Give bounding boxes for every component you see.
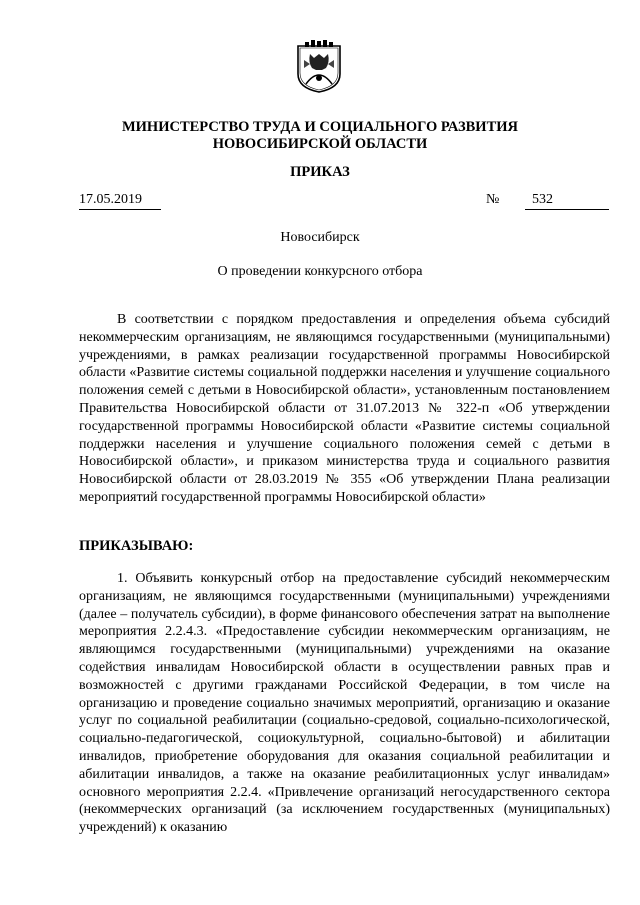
preamble-paragraph: В соответствии с порядком предоставления и определения объема субсидий некоммерческим организациям, не являющимся государственными (муниципальными) учреждениями, в рамках реализации государственной программы Новосибирской области «Развитие системы социальной поддержки населения и улучшение социального положения семей с детьми в Новосибирской области», установленным постановлением Правительства Новосибирской области от 31.07.2013 № 322-п «Об утверждении государственной программы Новосибирской области «Развитие системы социальной поддержки населения и улучшение социального положения семей с детьми в Новосибирской области», и приказом министерства труда и социального развития Новосибирской области от 28.03.2019 № 355 «Об утверждении Плана реализации мероприятий государственной программы Новосибирской области» xyxy=(79,312,610,505)
order-number: 532 xyxy=(525,192,609,210)
document-type: ПРИКАЗ xyxy=(290,164,350,180)
ministry-name-line2: НОВОСИБИРСКОЙ ОБЛАСТИ xyxy=(212,136,428,152)
ministry-name-line1: МИНИСТЕРСТВО ТРУДА И СОЦИАЛЬНОГО РАЗВИТИЯ xyxy=(121,119,519,135)
order-item-1: 1. Объявить конкурсный отбор на предоставление субсидий некоммерческим организациям, не являющимся государственными (муниципальными) учреждениями (далее – получатель субсидии), в форме финансового обеспечения затрат на выполнение мероприятия 2.2.4.3. «Предоставление субсидии некоммерческим организациям, не являющимся государственными (муниципальными) учреждениями на оказание содействия инвалидам Новосибирской области в осуществлении равных прав и возможностей с другими гражданами Российской Федерации, в том числе на организацию и проведение социально значимых мероприятий, организацию и оказание услуг по социальной реабилитации (социально-средовой, социально-психологической, социально-педагогической, социокультурной, социально-бытовой) и абилитации инвалидов, приобретение оборудования для оказания социальной реабилитации и абилитации инвалидов, а также на оказание реабилитационных услуг инвалидам» основного мероприятия 2.2.4. «Привлечение организаций негосударственного сектора (некоммерческих организаций (за исключением государственных (муниципальных) учреждений) к оказанию xyxy=(79,571,610,836)
order-word: ПРИКАЗЫВАЮ: xyxy=(79,538,194,554)
ministry-name xyxy=(0,119,640,153)
order-subject: О проведении конкурсного отбора xyxy=(217,264,423,279)
coat-of-arms-icon xyxy=(296,40,342,94)
order-date: 17.05.2019 xyxy=(79,192,161,210)
number-sign: № xyxy=(486,192,500,207)
city: Новосибирск xyxy=(280,230,360,245)
